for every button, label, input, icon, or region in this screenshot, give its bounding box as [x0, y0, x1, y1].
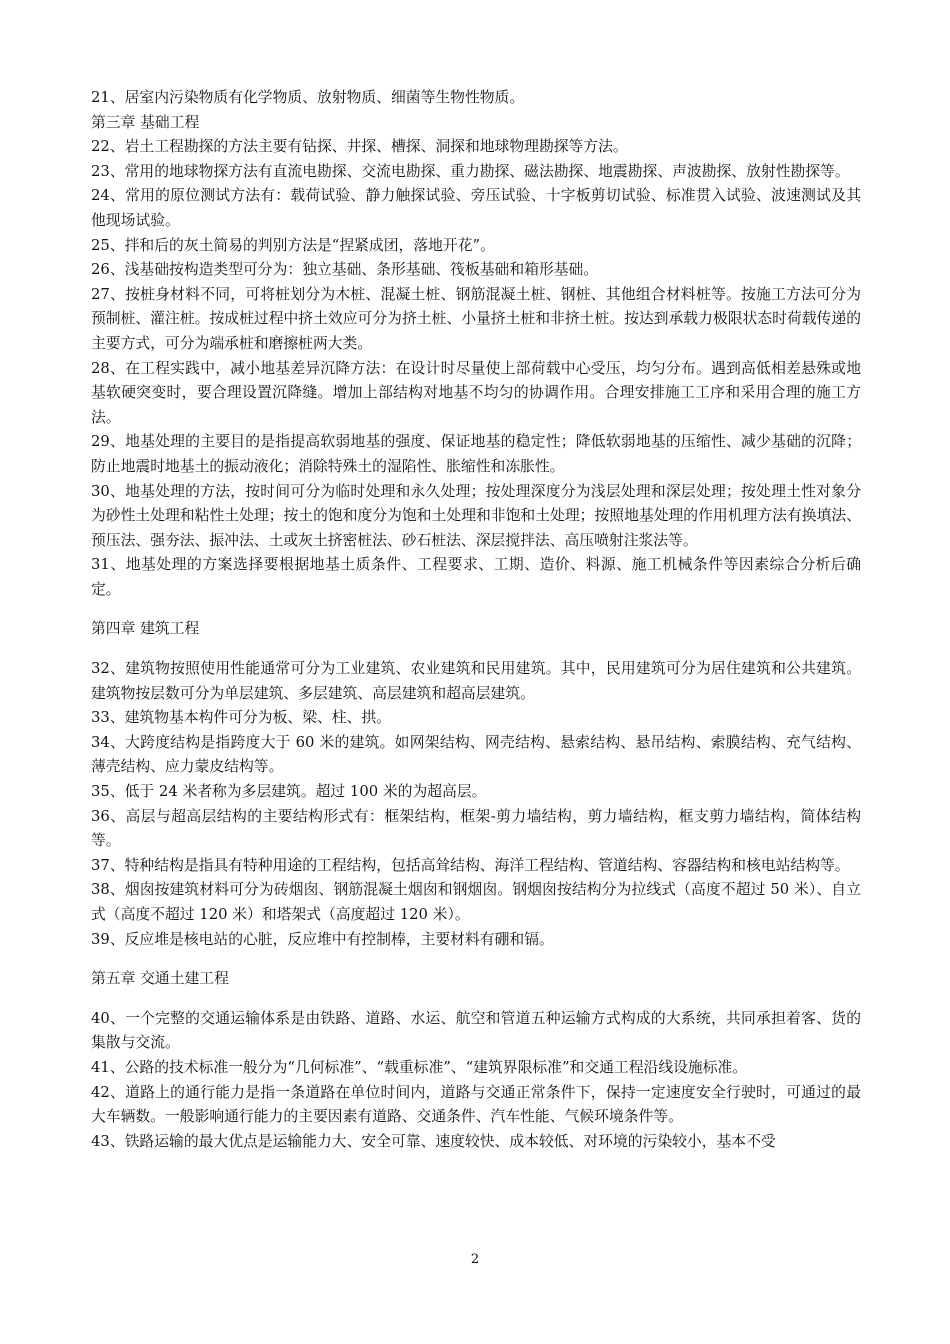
section-gap — [91, 642, 861, 657]
paragraph: 32、建筑物按照使用性能通常可分为工业建筑、农业建筑和民用建筑。其中，民用建筑可分为居住建筑和公共建筑。建筑物按层数可分为单层建筑、多层建筑、高层建筑和超高层建筑。 — [91, 660, 861, 702]
section-gap — [91, 602, 861, 617]
paragraph: 30、地基处理的方法，按时间可分为临时处理和永久处理；按处理深度分为浅层处理和深层处理；按处理土性对象分为砂性土处理和粘性土处理；按土的饱和度分为饱和土处理和非饱和土处理；按照地基处理的作用机理方法有换填法、预压法、强夯法、振冲法、土或灰土挤密桩法、砂石桩法、深层搅拌法、高压喷射注浆法等。 — [91, 482, 861, 549]
chapter-heading: 第四章 建筑工程 — [91, 620, 200, 638]
paragraph: 22、岩土工程勘探的方法主要有钻探、井探、槽探、洞探和地球物理勘探等方法。 — [91, 138, 628, 156]
paragraph: 35、低于 24 米者称为多层建筑。超过 100 米的为超高层。 — [91, 783, 487, 801]
paragraph: 42、道路上的通行能力是指一条道路在单位时间内，道路与交通正常条件下，保持一定速度安全行驶时，可通过的最大车辆数。一般影响通行能力的主要因素有道路、交通条件、汽车性能、气候环境条件等。 — [91, 1083, 861, 1126]
document-body — [91, 86, 861, 1154]
paragraph: 33、建筑物基本构件可分为板、梁、柱、拱。 — [91, 709, 391, 727]
section-gap — [91, 992, 861, 1007]
paragraph: 43、铁路运输的最大优点是运输能力大、安全可靠、速度较快、成本较低、对环境的污染较小，基本不受 — [91, 1132, 776, 1150]
paragraph: 26、浅基础按构造类型可分为：独立基础、条形基础、筏板基础和箱形基础。 — [91, 261, 599, 279]
chapter-heading: 第五章 交通土建工程 — [91, 970, 229, 988]
paragraph: 38、烟囱按建筑材料可分为砖烟囱、钢筋混凝土烟囱和钢烟囱。钢烟囱按结构分为拉线式（高度不超过 50 米）、自立式（高度不超过 120 米）和塔架式（高度超过 120 米）。 — [91, 881, 861, 923]
section-gap — [91, 952, 861, 967]
page-number: 2 — [470, 1252, 480, 1267]
paragraph: 24、常用的原位测试方法有：载荷试验、静力触探试验、旁压试验、十字板剪切试验、标准贯入试验、波速测试及其他现场试验。 — [91, 187, 861, 229]
paragraph: 37、特种结构是指具有特种用途的工程结构，包括高耸结构、海洋工程结构、管道结构、容器结构和核电站结构等。 — [91, 856, 850, 874]
paragraph: 27、按桩身材料不同，可将桩划分为木桩、混凝土桩、钢筋混凝土桩、钢桩、其他组合材料桩等。按施工方法可分为预制桩、灌注桩。按成桩过程中挤土效应可分为挤土桩、小量挤土桩和非挤土桩。按达到承载力极限状态时荷载传递的主要方式，可分为端承桩和磨擦桩两大类。 — [91, 285, 861, 352]
paragraph: 23、常用的地球物探方法有直流电勘探、交流电勘探、重力勘探、磁法勘探、地震勘探、声波勘探、放射性勘探等。 — [91, 162, 850, 180]
paragraph: 29、地基处理的主要目的是指提高软弱地基的强度、保证地基的稳定性；降低软弱地基的压缩性、减少基础的沉降；防止地震时地基土的振动液化；消除特殊土的湿陷性、胀缩性和冻胀性。 — [91, 433, 861, 475]
paragraph: 21、居室内污染物质有化学物质、放射物质、细菌等生物性物质。 — [91, 89, 525, 106]
paragraph: 40、一个完整的交通运输体系是由铁路、道路、水运、航空和管道五种运输方式构成的大系统，共同承担着客、货的集散与交流。 — [91, 1009, 861, 1052]
chapter-heading: 第三章 基础工程 — [91, 113, 200, 131]
paragraph: 41、公路的技术标准一般分为“几何标准”、“载重标准”、“建筑界限标准”和交通工程沿线设施标准。 — [91, 1058, 748, 1076]
paragraph: 36、高层与超高层结构的主要结构形式有：框架结构，框架-剪力墙结构，剪力墙结构，框支剪力墙结构，简体结构等。 — [91, 807, 861, 850]
paragraph: 31、地基处理的方案选择要根据地基土质条件、工程要求、工期、造价、料源、施工机械条件等因素综合分析后确定。 — [91, 556, 861, 598]
paragraph: 25、拌和后的灰土简易的判别方法是“捏紧成团，落地开花”。 — [91, 236, 495, 254]
paragraph: 34、大跨度结构是指跨度大于 60 米的建筑。如网架结构、网壳结构、悬索结构、悬吊结构、索膜结构、充气结构、薄壳结构、应力蒙皮结构等。 — [91, 733, 861, 776]
paragraph: 28、在工程实践中，减小地基差异沉降方法：在设计时尽量使上部荷载中心受压，均匀分布。遇到高低相差悬殊或地基软硬突变时，要合理设置沉降缝。增加上部结构对地基不均匀的协调作用。合理安排施工工序和采用合理的施工方法。 — [91, 359, 861, 426]
paragraph: 39、反应堆是核电站的心脏，反应堆中有控制棒，主要材料有硼和镉。 — [91, 930, 554, 948]
